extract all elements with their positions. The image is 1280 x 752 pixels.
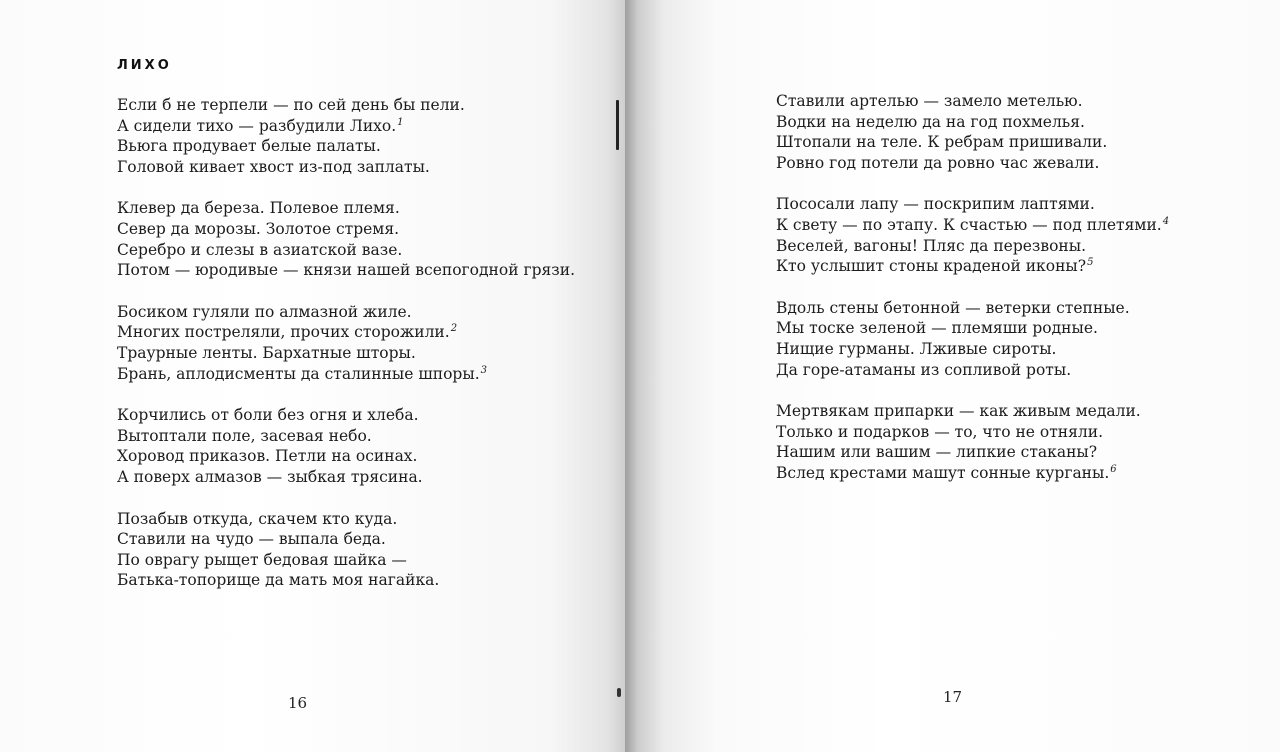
poem-line-text: Вьюга продувает белые палаты. (117, 137, 381, 156)
poem-line-text: Потом — юродивые — князи нашей всепогодной грязи. (117, 261, 575, 280)
poem-line (117, 364, 575, 385)
poem-line-text: Головой кивает хвост из-под заплаты. (117, 157, 430, 176)
poem-line-text: Позабыв откуда, скачем кто куда. (117, 509, 398, 528)
poem-line (117, 219, 575, 240)
poem-line (117, 467, 575, 488)
poem-line (117, 529, 575, 550)
poem-line (117, 550, 575, 571)
poem-line (117, 405, 575, 426)
stanza (117, 405, 575, 487)
footnote-marker: 5 (1087, 257, 1094, 269)
stanza (776, 298, 1169, 380)
poem-line-text: Север да морозы. Золотое стремя. (117, 219, 400, 238)
poem-line-text: Траурные ленты. Бархатные шторы. (117, 343, 416, 362)
stanza (117, 198, 575, 280)
poem-line-text: Клевер да береза. Полевое племя. (117, 199, 400, 218)
poem-line (776, 442, 1169, 463)
poem-line-text: Если б не терпели — по сей день бы пели. (117, 96, 465, 114)
left-poem-text (117, 95, 575, 612)
poem-line-text: А сидели тихо — разбудили Лихо. (117, 116, 397, 135)
stanza (117, 95, 575, 177)
poem-line-text: Да горе-атаманы из сопливой роты. (776, 360, 1072, 379)
poem-line-text: Кто услышит стоны краденой иконы? (776, 257, 1087, 276)
poem-line (117, 426, 575, 447)
poem-line-text: Ровно год потели да ровно час жевали. (776, 153, 1100, 172)
poem-line (117, 136, 575, 157)
poem-line (776, 298, 1169, 319)
poem-line (776, 360, 1169, 381)
poem-line (117, 509, 575, 530)
right-page (625, 0, 1280, 752)
poem-title: ЛИХО (117, 58, 172, 73)
stanza (117, 509, 575, 591)
poem-line-text: Ставили на чудо — выпала беда. (117, 530, 386, 549)
stanza (117, 302, 575, 384)
spine-dot-mark (617, 688, 621, 697)
poem-line-text: К свету — по этапу. К счастью — под плетями. (776, 215, 1162, 234)
poem-line (117, 446, 575, 467)
footnote-marker: 1 (397, 116, 404, 128)
poem-line-text: А поверх алмазов — зыбкая трясина. (117, 467, 423, 486)
left-page (0, 0, 625, 752)
poem-line (117, 570, 575, 591)
poem-line (776, 153, 1169, 174)
poem-line-text: Вытоптали поле, засевая небо. (117, 426, 372, 445)
poem-line (776, 463, 1169, 484)
poem-line-text: Пососали лапу — поскрипим лаптями. (776, 195, 1095, 214)
poem-line (117, 302, 575, 323)
poem-line (117, 322, 575, 343)
poem-line-text: Батька-топорище да мать моя нагайка. (117, 571, 440, 590)
spine-shadow-mark (616, 100, 619, 150)
poem-line (117, 95, 575, 116)
poem-line (117, 198, 575, 219)
poem-line-text: Нищие гурманы. Лживые сироты. (776, 339, 1057, 358)
poem-line (776, 215, 1169, 236)
poem-line-text: Вдоль стены бетонной — ветерки степные. (776, 298, 1130, 317)
page-number-left: 16 (288, 694, 308, 712)
poem-line (776, 401, 1169, 422)
poem-line (776, 194, 1169, 215)
poem-line (776, 256, 1169, 277)
poem-line (776, 132, 1169, 153)
poem-line (776, 339, 1169, 360)
poem-line-text: Штопали на теле. К ребрам пришивали. (776, 133, 1108, 152)
poem-line (117, 240, 575, 261)
poem-line (776, 236, 1169, 257)
footnote-marker: 4 (1162, 215, 1170, 227)
poem-line-text: Только и подарков — то, что не отняли. (776, 422, 1104, 441)
poem-line-text: Брань, аплодисменты да сталинные шпоры. (117, 364, 480, 383)
footnote-marker: 6 (1110, 463, 1117, 475)
poem-line (117, 116, 575, 137)
stanza (776, 194, 1169, 276)
poem-line-text: Ставили артелью — замело метелью. (776, 92, 1083, 110)
poem-line-text: Мы тоске зеленой — племяши родные. (776, 319, 1098, 338)
poem-line-text: Хоровод приказов. Петли на осинах. (117, 447, 418, 466)
poem-line-text: Водки на неделю да на год похмелья. (776, 112, 1085, 131)
poem-line-text: Многих постреляли, прочих сторожили. (117, 323, 450, 342)
poem-line-text: Босиком гуляли по алмазной жиле. (117, 302, 412, 321)
poem-line (776, 422, 1169, 443)
poem-line-text: Корчились от боли без огня и хлеба. (117, 406, 419, 425)
page-number-right: 17 (943, 688, 963, 706)
poem-line-text: Вслед крестами машут сонные курганы. (776, 463, 1110, 482)
stanza (776, 91, 1169, 173)
right-poem-text (776, 91, 1169, 505)
poem-line-text: Веселей, вагоны! Пляс да перезвоны. (776, 236, 1087, 255)
poem-line-text: По оврагу рыщет бедовая шайка — (117, 550, 407, 569)
poem-line (117, 260, 575, 281)
poem-line (776, 91, 1169, 112)
footnote-marker: 2 (450, 323, 458, 335)
stanza (776, 401, 1169, 483)
poem-line (117, 157, 575, 178)
poem-line-text: Серебро и слезы в азиатской вазе. (117, 240, 403, 259)
footnote-marker: 3 (480, 364, 487, 376)
poem-line (117, 343, 575, 364)
poem-line-text: Нашим или вашим — липкие стаканы? (776, 443, 1098, 462)
poem-line (776, 318, 1169, 339)
poem-line (776, 112, 1169, 133)
poem-line-text: Мертвякам припарки — как живым медали. (776, 402, 1141, 421)
